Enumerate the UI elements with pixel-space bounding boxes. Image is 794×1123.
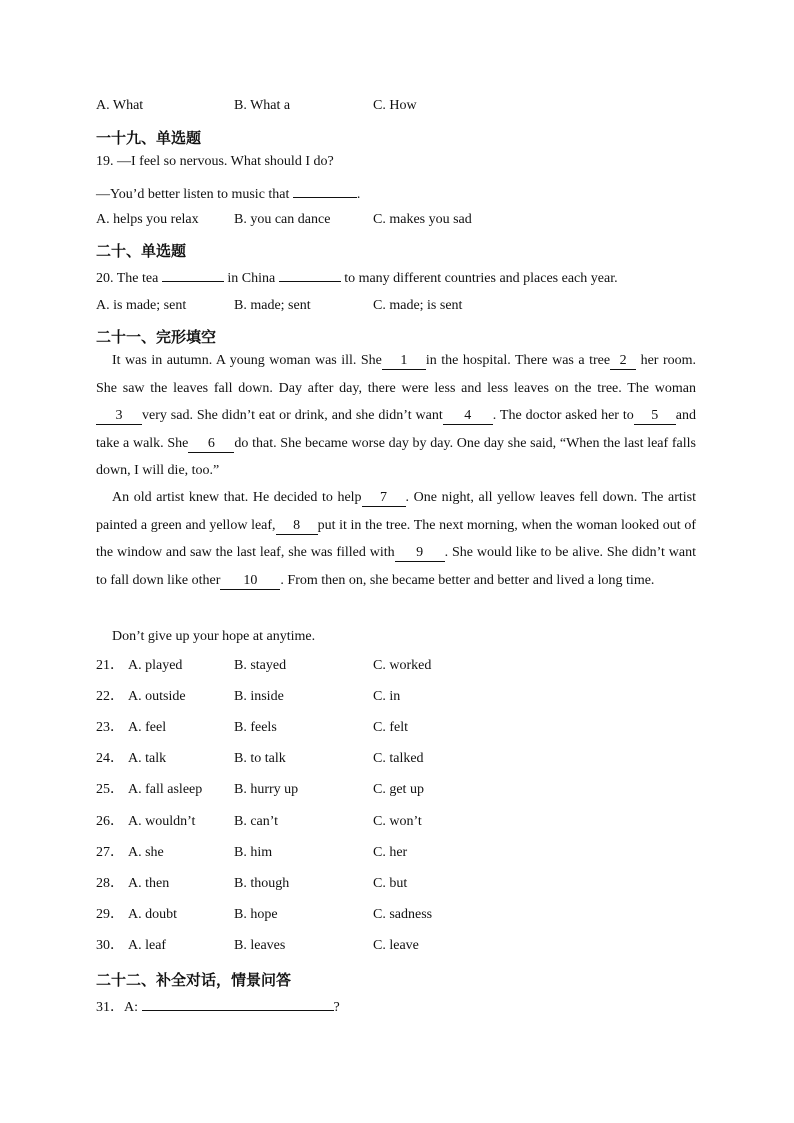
- q19-option-c[interactable]: C. makes you sad: [373, 212, 472, 227]
- q31-prompt: [96, 996, 340, 1017]
- q18-option-b[interactable]: B. What a: [234, 98, 291, 113]
- cloze-option-c[interactable]: C. sadness: [373, 906, 433, 922]
- cloze-text: . The doctor asked her to: [492, 408, 634, 423]
- cloze-option-c[interactable]: C. won’t: [373, 813, 422, 829]
- cloze-option-a[interactable]: A. then: [128, 875, 170, 891]
- q20-prompt: [96, 267, 618, 288]
- cloze-text: . From then on, she became better and better and lived a long time.: [280, 572, 655, 588]
- cloze-option-b[interactable]: B. him: [234, 844, 273, 860]
- cloze-question-number: 26．: [96, 813, 124, 829]
- q20-text-2: in China: [223, 271, 279, 286]
- q20-option-b[interactable]: B. made; sent: [234, 298, 311, 313]
- cloze-option-c[interactable]: C. talked: [373, 751, 424, 767]
- cloze-question-number: 27．: [96, 844, 124, 860]
- cloze-question-number: 22．: [96, 689, 124, 705]
- q19-blank[interactable]: [293, 183, 357, 198]
- cloze-option-a[interactable]: A. outside: [128, 689, 186, 705]
- cloze-question-number: 24．: [96, 751, 124, 767]
- q31-answer-blank[interactable]: [142, 996, 334, 1011]
- cloze-option-a[interactable]: A. feel: [128, 720, 167, 736]
- cloze-text: her room. She saw the leaves fall down. Day after day, there were less and less leaves on the tree. The woman: [96, 353, 697, 396]
- cloze-question-number: 28．: [96, 875, 124, 891]
- cloze-option-c[interactable]: C. leave: [373, 937, 419, 953]
- q18-option-a[interactable]: A. What: [96, 98, 144, 113]
- q20-option-c[interactable]: C. made; is sent: [373, 298, 463, 313]
- cloze-blank-6[interactable]: 6: [188, 436, 234, 453]
- cloze-blank-3[interactable]: 3: [96, 408, 142, 425]
- q19-response: [96, 183, 360, 204]
- cloze-blank-7[interactable]: 7: [362, 490, 406, 507]
- q31-end: ?: [333, 1000, 340, 1015]
- cloze-option-a[interactable]: A. wouldn’t: [128, 813, 196, 829]
- cloze-text: It was in autumn. A young woman was ill. She: [112, 353, 382, 368]
- cloze-blank-4[interactable]: 4: [443, 408, 493, 425]
- cloze-option-a[interactable]: A. fall asleep: [128, 782, 203, 798]
- cloze-option-b[interactable]: B. hurry up: [234, 782, 299, 798]
- q19-response-end: .: [356, 187, 361, 202]
- cloze-blank-1[interactable]: 1: [382, 353, 426, 370]
- cloze-text: in the hospital. There was a tree: [425, 353, 611, 368]
- cloze-text: very sad. She didn’t eat or drink, and she didn’t want: [142, 408, 443, 423]
- q19-option-b[interactable]: B. you can dance: [234, 212, 331, 227]
- cloze-option-b[interactable]: B. though: [234, 875, 290, 891]
- cloze-blank-10[interactable]: 10: [220, 573, 280, 590]
- section-22-heading: 二十二、补全对话，情景问答: [96, 971, 292, 989]
- cloze-paragraph-2: [96, 484, 696, 594]
- q20-option-a[interactable]: A. is made; sent: [96, 298, 187, 313]
- cloze-option-c[interactable]: C. her: [373, 844, 408, 860]
- cloze-option-a[interactable]: A. talk: [128, 751, 167, 767]
- q18-option-c[interactable]: C. How: [373, 98, 417, 113]
- cloze-option-c[interactable]: C. get up: [373, 782, 424, 798]
- cloze-option-c[interactable]: C. felt: [373, 720, 408, 736]
- cloze-text: . She would like to be alive. She didn’t want to fall down like other: [96, 545, 696, 588]
- cloze-question-number: 30．: [96, 937, 124, 953]
- cloze-question-number: 29．: [96, 906, 124, 922]
- q20-text-3: to many different countries and places each year.: [340, 271, 618, 286]
- q19-response-text: —You’d better listen to music that: [96, 187, 293, 202]
- section-21-heading: 二十一、完形填空: [96, 328, 217, 346]
- cloze-text: An old artist knew that. He decided to help: [112, 490, 362, 505]
- cloze-question-number: 21．: [96, 658, 124, 673]
- cloze-blank-2[interactable]: 2: [610, 353, 636, 370]
- q20-text-1: 20. The tea: [96, 271, 162, 286]
- cloze-paragraph-1: [96, 347, 696, 485]
- cloze-option-b[interactable]: B. hope: [234, 906, 278, 922]
- cloze-option-b[interactable]: B. feels: [234, 720, 277, 736]
- section-19-heading: 一十九、单选题: [96, 129, 202, 147]
- cloze-option-b[interactable]: B. leaves: [234, 937, 286, 953]
- cloze-option-b[interactable]: B. can’t: [234, 813, 279, 829]
- q31-label: 31．A:: [96, 1000, 142, 1015]
- cloze-text: put it in the tree. The next morning, when the woman looked out of the window and saw the last leaf, she was filled with: [96, 517, 696, 560]
- section-20-heading: 二十、单选题: [96, 242, 187, 260]
- q20-blank-1[interactable]: [162, 267, 224, 282]
- q19-option-a[interactable]: A. helps you relax: [96, 212, 199, 227]
- cloze-option-b[interactable]: B. to talk: [234, 751, 286, 767]
- cloze-option-a[interactable]: A. she: [128, 844, 164, 860]
- cloze-question-number: 25．: [96, 782, 124, 798]
- cloze-option-c[interactable]: C. worked: [373, 658, 432, 673]
- cloze-option-c[interactable]: C. in: [373, 689, 401, 705]
- cloze-blank-8[interactable]: 8: [276, 518, 318, 535]
- cloze-option-a[interactable]: A. doubt: [128, 906, 177, 922]
- cloze-option-a[interactable]: A. leaf: [128, 937, 167, 953]
- cloze-text: do that. She became worse day by day. One day she said, “When the last leaf falls down, I will die, too.”: [96, 435, 696, 478]
- cloze-paragraph-3: Don’t give up your hope at anytime.: [112, 629, 316, 644]
- cloze-option-b[interactable]: B. inside: [234, 689, 284, 705]
- cloze-text: and take a walk. She: [96, 408, 696, 451]
- cloze-option-a[interactable]: A. played: [128, 658, 183, 673]
- cloze-option-c[interactable]: C. but: [373, 875, 408, 891]
- cloze-question-number: 23．: [96, 720, 124, 736]
- cloze-option-b[interactable]: B. stayed: [234, 658, 287, 673]
- q20-blank-2[interactable]: [279, 267, 341, 282]
- q19-prompt: 19. —I feel so nervous. What should I do?: [96, 154, 334, 169]
- cloze-text: . One night, all yellow leaves fell down. The artist painted a green and yellow leaf,: [96, 490, 696, 533]
- cloze-blank-5[interactable]: 5: [634, 408, 676, 425]
- cloze-blank-9[interactable]: 9: [395, 545, 445, 562]
